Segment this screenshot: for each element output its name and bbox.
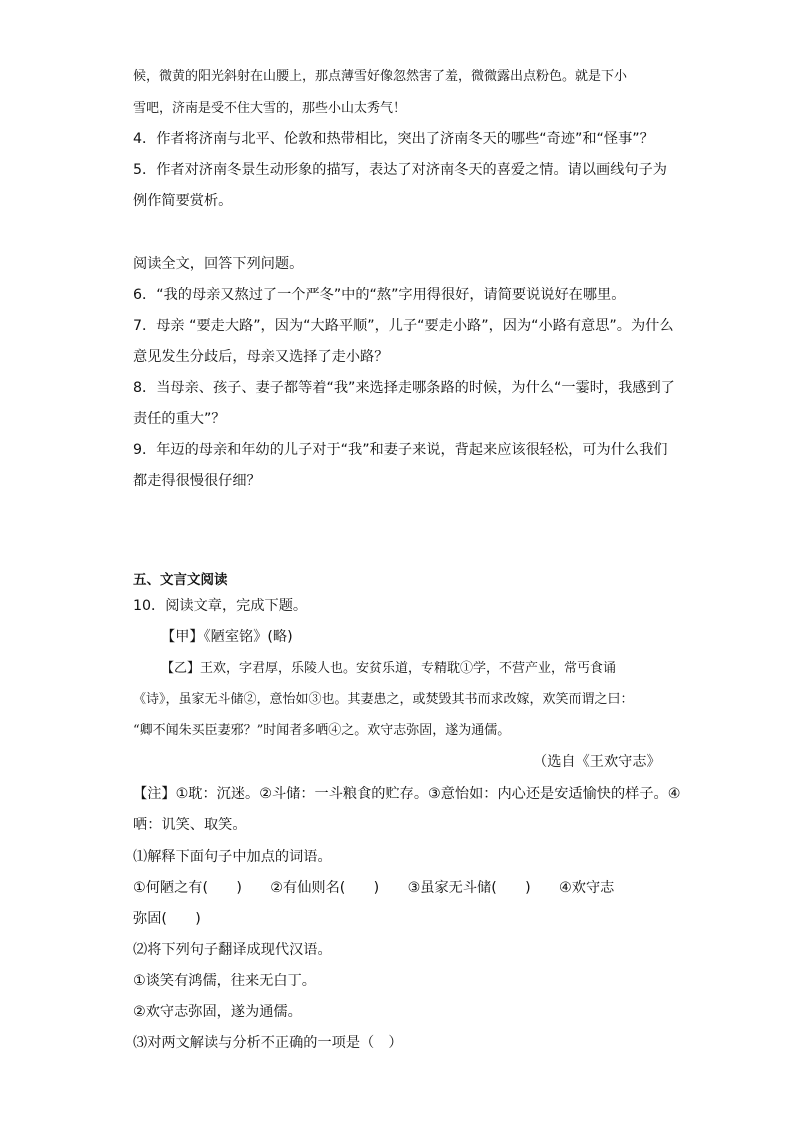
question-10: 10．阅读文章，完成下题。 <box>133 598 308 614</box>
question-9: 9．年迈的母亲和年幼的儿子对于“我”和妻子来说，背起来应该很轻松，可为什么我们 <box>133 442 668 458</box>
text-line: 雪吧，济南是受不住大雪的，那些小山太秀气！ <box>133 101 407 116</box>
question-7: 7．母亲 “要走大路”，因为“大路平顺”，儿子“要走小路”，因为“小路有意思”。为什么 <box>133 318 674 334</box>
passage-yi-line: 《诗》，虽家无斗储②，意怡如③也。其妻患之，或焚毁其书而求改嫁，欢笑而谓之曰： <box>133 692 634 707</box>
subquestion-2: ⑵将下列句子翻译成现代汉语。 <box>133 942 332 958</box>
subquestion-3: ⑶对两文解读与分析不正确的一项是（ ） <box>133 1035 403 1051</box>
subquestion-1-items: ①何陋之有( ) ②有仙则名( ) ③虽家无斗储( ) ④欢守志 <box>133 880 615 896</box>
sentence-2: ②欢守志弥固，遂为通儒。 <box>133 1004 302 1020</box>
question-4: 4．作者将济南与北平、伦敦和热带相比，突出了济南冬天的哪些“奇迹”和“怪事”？ <box>133 131 654 147</box>
annotation: 【注】①耽：沉迷。②斗储：一斗粮食的贮存。③意怡如：内心还是安适愉快的样子。④ <box>133 786 681 802</box>
question-6: 6．“我的母亲又熬过了一个严冬”中的“熬”字用得很好，请简要说说好在哪里。 <box>133 287 626 303</box>
passage-yi-line: “卿不闻朱买臣妻邪？”时闻者多哂④之。欢守志弥固，遂为通儒。 <box>133 723 511 738</box>
section-heading: 五、文言文阅读 <box>133 572 228 588</box>
sentence-1: ①谈笑有鸿儒，往来无白丁。 <box>133 973 316 989</box>
text-line: 例作简要赏析。 <box>133 193 233 209</box>
text-line: 弥固( ) <box>133 911 201 927</box>
passage-yi-line: 【乙】王欢，字君厚，乐陵人也。安贫乐道，专精耽①学，不营产业，常丐食诵 <box>161 661 617 676</box>
text-line: 候，微黄的阳光斜射在山腰上，那点薄雪好像忽然害了羞，微微露出点粉色。就是下小 <box>133 69 628 84</box>
text-line: 意见发生分歧后，母亲又选择了走小路？ <box>133 349 389 365</box>
source-note: （选自《王欢守志》 <box>533 754 661 770</box>
text-line: 责任的重大”？ <box>133 411 226 427</box>
reading-instruction: 阅读全文，回答下列问题。 <box>133 256 304 272</box>
text-line: 都走得很慢很仔细？ <box>133 473 261 489</box>
subquestion-1: ⑴解释下面句子中加点的词语。 <box>133 849 332 865</box>
annotation: 哂：讥笑、取笑。 <box>133 817 247 833</box>
question-8: 8．当母亲、孩子、妻子都等着“我”来选择走哪条路的时候，为什么“一霎时，我感到了 <box>133 380 675 396</box>
question-5: 5．作者对济南冬景生动形象的描写，表达了对济南冬天的喜爱之情。请以画线句子为 <box>133 162 667 178</box>
passage-jia: 【甲】《陋室铭》(略) <box>161 629 293 645</box>
